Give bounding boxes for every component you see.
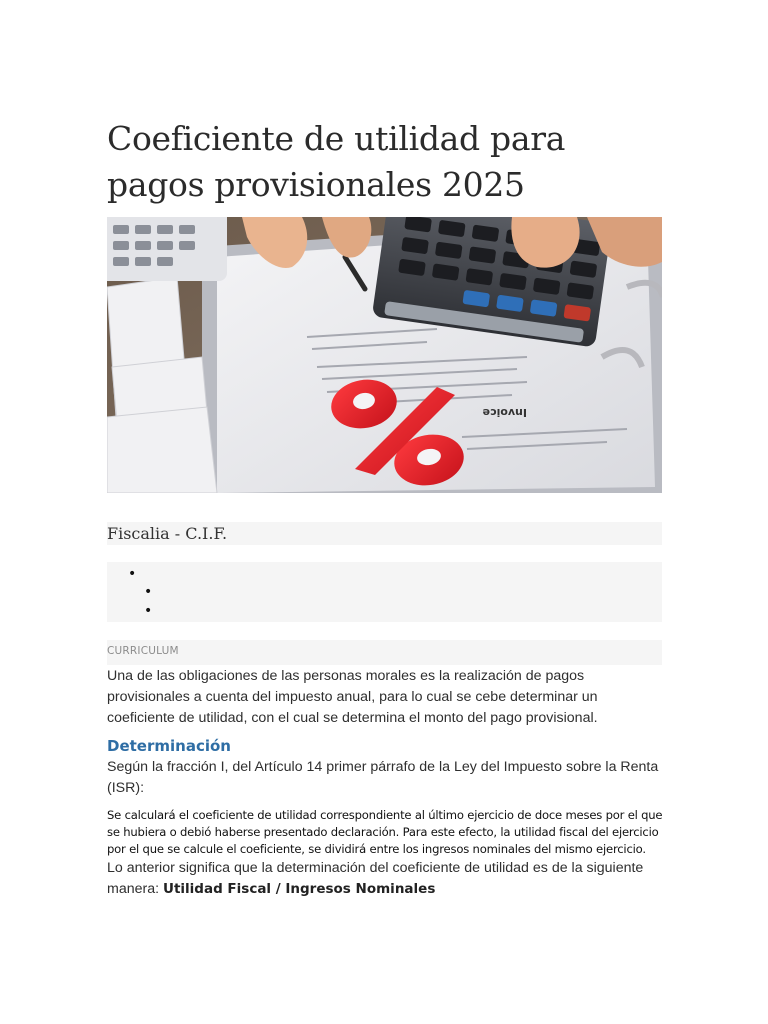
law-quote: Se calculará el coeficiente de utilidad correspondiente al último ejercicio de doce meses por el que se hubiera o debió haberse presentado declaración. Para este efecto, la utilidad fiscal del ejercicio por el que se calcule el coeficiente, se dividirá entre los ingresos nominales del mismo ejercicio. [107,808,663,856]
empty-list-panel [107,562,662,622]
formula-text: Utilidad Fiscal / Ingresos Nominales [163,881,436,897]
author-bar [107,522,662,545]
category-tag[interactable]: CURRICULUM [107,645,179,657]
conclusion-paragraph [107,858,667,900]
hero-image [107,217,662,493]
calculator-percent-invoice-photo [107,217,662,493]
intro-paragraph: Una de las obligaciones de las personas morales es la realización de pagos provisionales a cuenta del impuesto anual, para lo cual se cebe determinar un coeficiente de utilidad, con el cual se determina el monto del pago provisional. [107,668,598,726]
page-title: Coeficiente de utilidad para pagos provisionales 2025 [107,119,566,204]
author-name[interactable]: Fiscalia - C.I.F. [107,524,228,543]
category-bar [107,640,662,665]
list-bullet: • [144,584,153,600]
section-heading: Determinación [107,737,231,755]
list-bullet: • [144,603,153,619]
section-paragraph: Según la fracción I, del Artículo 14 primer párrafo de la Ley del Impuesto sobre la Renta (ISR): [107,759,659,796]
conclusion-text: Lo anterior significa que la determinación del coeficiente de utilidad es de la siguiente manera: [107,860,644,897]
list-bullet: • [128,566,137,582]
svg-text:Invoice: Invoice [482,406,527,419]
